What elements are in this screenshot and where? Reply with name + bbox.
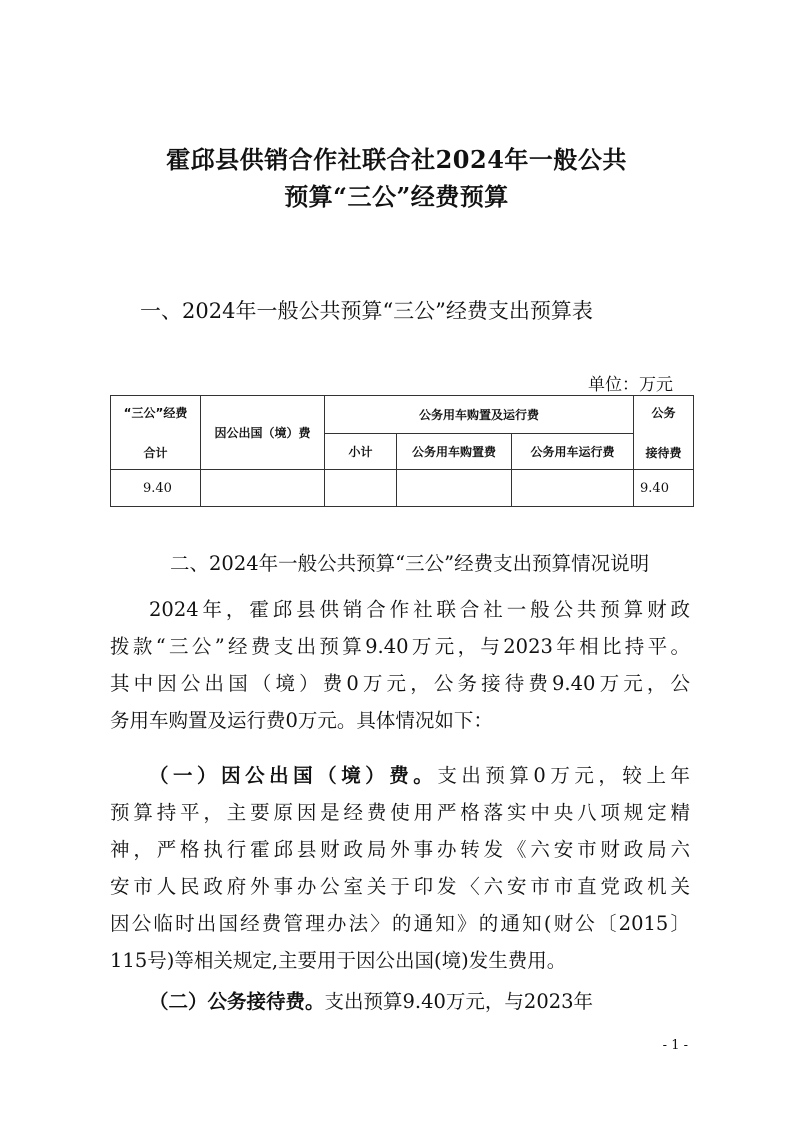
- paragraph-1-line-4: 务用车购置及运行费0万元。具体情况如下：: [110, 709, 493, 732]
- paragraph-2: [110, 757, 690, 979]
- paragraph-2-line-3: 神，严格执行霍邱县财政局外事办转发《六安市财政局六: [110, 838, 690, 861]
- section-1-heading: 一、2024年一般公共预算“三公”经费支出预算表: [140, 299, 593, 323]
- header-vehicle-operation: 公务用车运行费: [512, 434, 634, 470]
- paragraph-2-first-rest: 支出预算0万元，较上年: [437, 764, 690, 787]
- header-total-top: “三公”经费: [123, 405, 188, 420]
- paragraph-2-line-2: 预算持平，主要原因是经费使用严格落实中央八项规定精: [110, 801, 690, 824]
- paragraph-2-line-6: 115号)等相关规定,主要用于因公出国(境)发生费用。: [110, 949, 567, 972]
- cell-vehicle-purchase: [397, 470, 512, 507]
- paragraph-2-line-5: 因公临时出国经费管理办法〉的通知》的通知(财公〔2015〕: [110, 912, 690, 935]
- cell-subtotal: [325, 470, 397, 507]
- paragraph-1-line-3: 其中因公出国（境）费0万元，公务接待费9.40万元，公: [110, 672, 690, 695]
- budget-table: [110, 395, 694, 507]
- paragraph-3-heading: （二）公务接待费。: [149, 990, 325, 1013]
- paragraph-2-line-1: [110, 757, 690, 794]
- paragraph-2-heading: （一）因公出国（境）费。: [149, 764, 438, 787]
- paragraph-1-line-1: 2024年，霍邱县供销合作社联合社一般公共预算财政: [149, 598, 690, 621]
- cell-reception: 9.40: [634, 470, 694, 507]
- header-reception-top: 公务: [651, 405, 676, 420]
- header-total-cell: [111, 396, 201, 470]
- cell-total: 9.40: [111, 470, 201, 507]
- paragraph-1: [110, 591, 690, 739]
- unit-label: 单位：万元: [588, 375, 673, 395]
- paragraph-3-line-1: [110, 983, 690, 1020]
- header-vehicle-purchase: 公务用车购置费: [397, 434, 512, 470]
- header-reception-bottom: 接待费: [645, 445, 682, 460]
- header-total-bottom: 合计: [143, 445, 168, 460]
- header-abroad: 因公出国（境）费: [201, 396, 325, 470]
- document-title-line-1: 霍邱县供销合作社联合社2024年一般公共: [166, 145, 627, 174]
- paragraph-2-line-4: 安市人民政府外事办公室关于印发〈六安市市直党政机关: [110, 875, 690, 898]
- paragraph-3: [110, 983, 690, 1020]
- table-row: [111, 470, 694, 507]
- section-2-heading: 二、2024年一般公共预算“三公”经费支出预算情况说明: [170, 552, 650, 575]
- paragraph-1-line-2: 拨款“三公”经费支出预算9.40万元，与2023年相比持平。: [110, 635, 690, 658]
- paragraph-3-first-rest: 支出预算9.40万元，与2023年: [324, 990, 594, 1013]
- page-number: - 1 -: [662, 1038, 688, 1053]
- cell-vehicle-operation: [512, 470, 634, 507]
- header-subtotal: 小计: [325, 434, 397, 470]
- header-reception-cell: [634, 396, 694, 470]
- document-title-line-2: 预算“三公”经费预算: [284, 182, 509, 211]
- cell-abroad: [201, 470, 325, 507]
- header-vehicle-group: 公务用车购置及运行费: [325, 396, 634, 434]
